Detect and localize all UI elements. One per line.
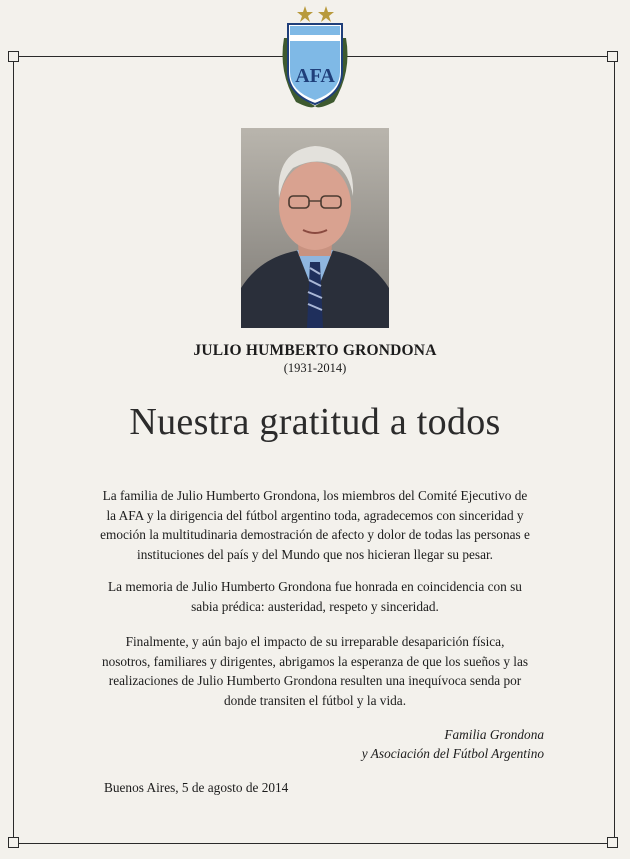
person-dates: (1931-2014) [283, 361, 347, 375]
text-line: la AFA y la dirigencia del fútbol argentino toda, agradecemos con sinceridad y [106, 507, 524, 523]
text-line: donde transiten el fútbol y la vida. [223, 692, 407, 708]
text-line: La familia de Julio Humberto Grondona, los miembros del Comité Ejecutivo de [102, 488, 528, 503]
text-line: nosotros, familiares y dirigentes, abrigamos la esperanza de que los sueños y las [101, 653, 529, 669]
text-line: La memoria de Julio Humberto Grondona fue honrada en coincidencia con su [108, 579, 522, 594]
body-paragraph-1 [70, 486, 560, 564]
text-line: instituciones del país y del Mundo que nos hicieran llegar su pesar. [137, 546, 493, 562]
headline: Nuestra gratitud a todos [129, 401, 501, 443]
text-line: Finalmente, y aún bajo el impacto de su irreparable desaparición física, [125, 634, 505, 649]
text-line: emoción la multitudinaria demostración de afecto y dolor de todas las personas e [100, 527, 530, 542]
body-paragraph-3 [70, 632, 560, 710]
frame-corner-ornament [607, 51, 618, 62]
crest-lettering: AFA [295, 65, 335, 87]
star-icon [318, 6, 334, 22]
star-icon [297, 6, 313, 22]
text-line: realizaciones de Julio Humberto Grondona resulten una inequívoca senda por [108, 673, 522, 688]
place-date: Buenos Aires, 5 de agosto de 2014 [104, 780, 289, 795]
frame-corner-ornament [8, 837, 19, 848]
frame-corner-ornament [8, 51, 19, 62]
afa-crest-logo [276, 2, 354, 114]
person-name: JULIO HUMBERTO GRONDONA [193, 342, 437, 359]
frame-corner-ornament [607, 837, 618, 848]
body-paragraph-2 [70, 577, 560, 616]
portrait-photo [241, 128, 389, 328]
text-line: sabia prédica: austeridad, respeto y sinceridad. [191, 598, 439, 614]
signature-line-2: y Asociación del Fútbol Argentino [361, 746, 544, 761]
signature-line-1: Familia Grondona [444, 727, 544, 742]
